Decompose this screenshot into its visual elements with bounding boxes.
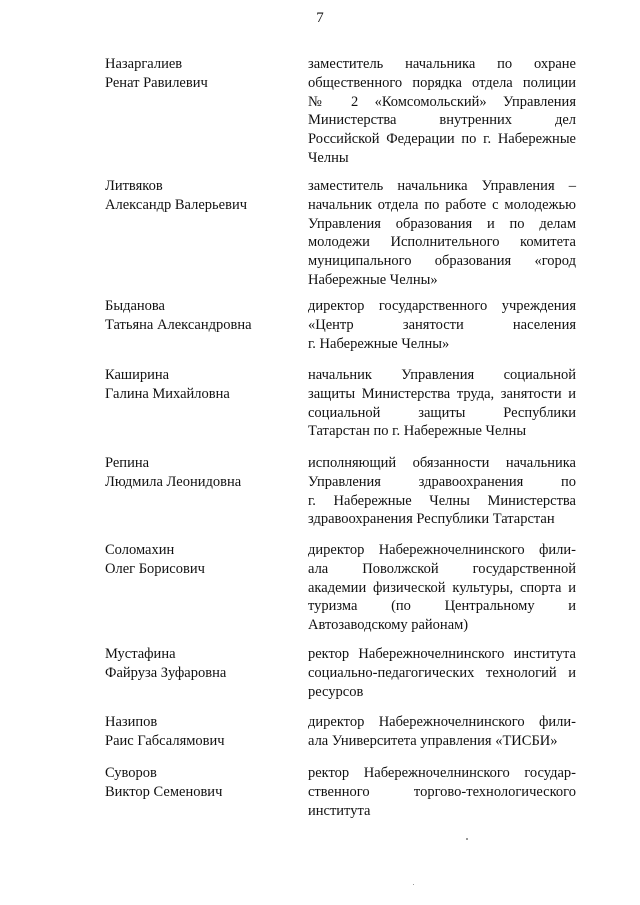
member-surname: Мустафина: [105, 646, 176, 662]
position-line: социально-педагогических технологий и: [308, 664, 576, 681]
member-name: [105, 541, 295, 579]
member-position: [308, 177, 576, 290]
position-line: ректор Набережночелнинского института: [308, 646, 576, 662]
member-name: [105, 645, 295, 683]
position-line: заместитель начальника Управления –: [308, 178, 576, 194]
member-name: [105, 454, 295, 492]
page-number: 7: [316, 10, 324, 26]
position-line: директор Набережночелнинского фили-: [308, 714, 576, 730]
position-line: Татарстан по г. Набережные Челны: [308, 423, 527, 440]
member-given-name: Людмила Леонидовна: [105, 473, 242, 490]
position-line: Управления образования и по делам: [308, 215, 576, 232]
member-position: [308, 764, 576, 820]
position-line: начальник отдела по работе с молодежью: [308, 196, 576, 213]
member-name: [105, 297, 295, 335]
member-given-name: Олег Борисович: [105, 560, 205, 577]
member-position: [308, 645, 576, 701]
member-given-name: Ренат Равилевич: [105, 74, 208, 91]
member-position: [308, 297, 576, 353]
member-position: [308, 541, 576, 635]
position-line: г. Набережные Челны»: [308, 335, 450, 352]
position-line: «Центр занятости населения: [308, 316, 576, 333]
position-line: директор Набережночелнинского фили-: [308, 542, 576, 558]
member-surname: Быданова: [105, 298, 165, 314]
member-name: [105, 55, 295, 93]
member-given-name: Виктор Семенович: [105, 783, 223, 800]
position-line: здравоохранения Республики Татарстан: [308, 511, 555, 528]
member-name: [105, 764, 295, 802]
position-line: общественного порядка отдела полиции: [308, 74, 576, 91]
position-line: социальной защиты Республики: [308, 404, 576, 421]
scan-speck: [466, 838, 468, 840]
position-line: института: [308, 802, 371, 819]
position-line: г. Набережные Челны Министерства: [308, 492, 576, 509]
position-line: молодежи Исполнительного комитета: [308, 234, 576, 251]
position-line: академии физической культуры, спорта и: [308, 579, 576, 596]
member-surname: Репина: [105, 455, 150, 471]
member-position: [308, 55, 576, 168]
member-surname: Каширина: [105, 367, 170, 383]
member-surname: Литвяков: [105, 178, 163, 194]
position-line: защиты Министерства труда, занятости и: [308, 385, 576, 402]
scan-speck: [413, 884, 414, 885]
member-position: [308, 454, 576, 529]
position-line: Челны: [308, 149, 349, 166]
member-position: [308, 366, 576, 441]
position-line: Набережные Челны»: [308, 271, 438, 288]
position-line: Российской Федерации по г. Набережные: [308, 131, 576, 148]
position-line: № 2 «Комсомольский» Управления: [308, 93, 576, 110]
member-given-name: Александр Валерьевич: [105, 196, 247, 213]
position-line: Автозаводскому районам): [308, 617, 469, 634]
position-line: ала Университета управления «ТИСБИ»: [308, 732, 558, 749]
position-line: Управления здравоохранения по: [308, 473, 576, 490]
position-line: ресурсов: [308, 683, 364, 700]
member-name: [105, 177, 295, 215]
position-line: ала Поволжской государственной: [308, 560, 576, 577]
position-line: ственного торгово-технологического: [308, 783, 576, 800]
position-line: исполняющий обязанности начальника: [308, 455, 576, 471]
member-surname: Назипов: [105, 714, 158, 730]
position-line: муниципального образования «город: [308, 253, 576, 270]
member-position: [308, 713, 576, 751]
member-given-name: Татьяна Александровна: [105, 316, 252, 333]
member-given-name: Файруза Зуфаровна: [105, 664, 227, 681]
position-line: заместитель начальника по охране: [308, 56, 576, 72]
member-surname: Соломахин: [105, 542, 175, 558]
member-name: [105, 713, 295, 751]
member-given-name: Галина Михайловна: [105, 385, 230, 402]
position-line: начальник Управления социальной: [308, 367, 576, 383]
position-line: директор государственного учреждения: [308, 298, 576, 314]
position-line: туризма (по Центральному и: [308, 598, 576, 615]
member-name: [105, 366, 295, 404]
position-line: ректор Набережночелнинского государ-: [308, 765, 576, 781]
member-surname: Суворов: [105, 765, 157, 781]
member-given-name: Раис Габсалямович: [105, 732, 225, 749]
position-line: Министерства внутренних дел: [308, 112, 576, 129]
member-surname: Назаргалиев: [105, 56, 183, 72]
